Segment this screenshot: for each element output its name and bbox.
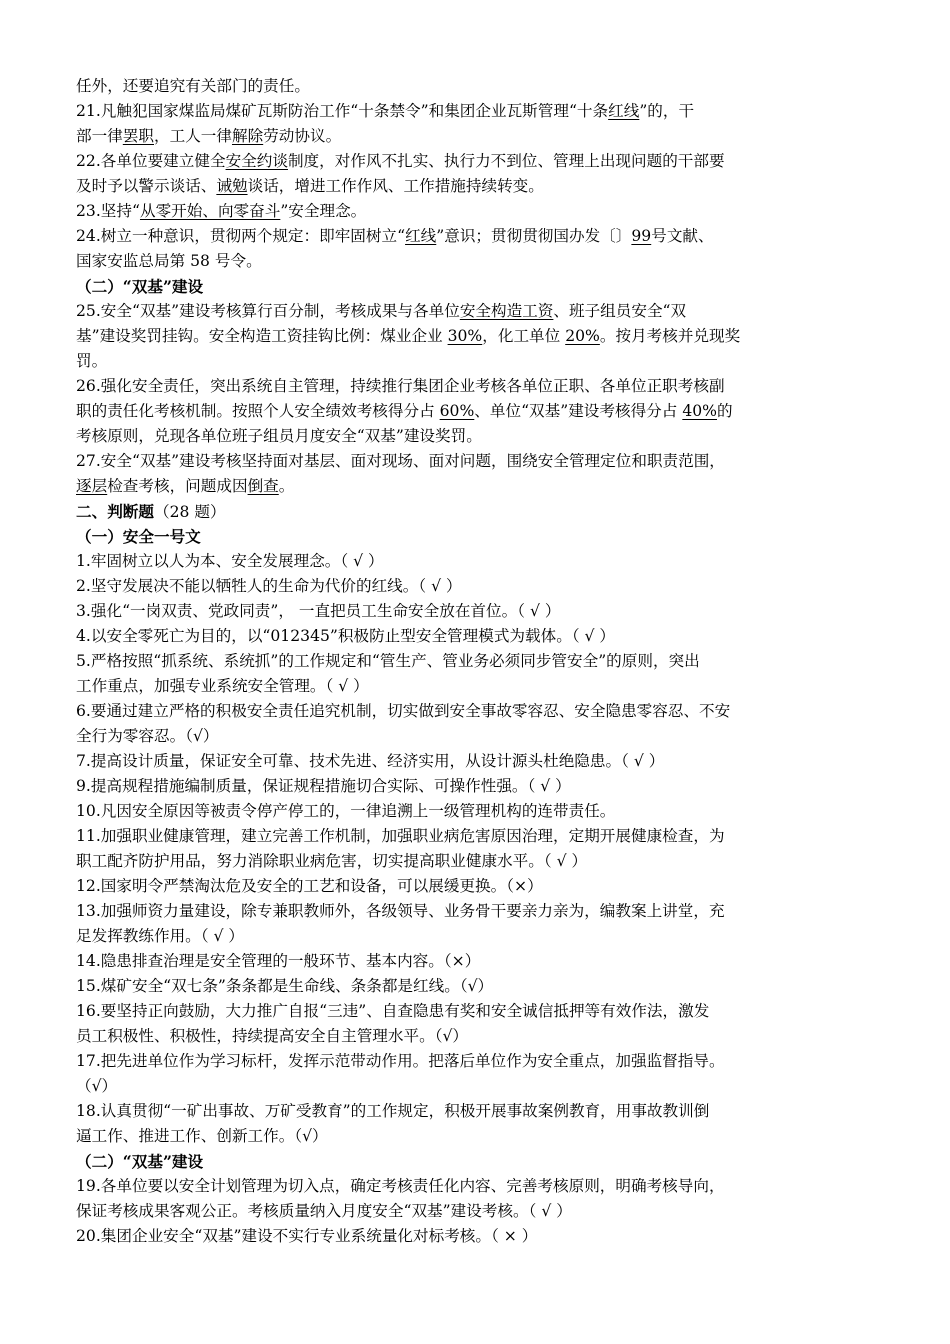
text-segment: 、班子组员安全“双 [553, 302, 687, 320]
text-segment: 10.凡因安全原因等被责令停产停工的，一律追溯上一级管理机构的连带责任。 [76, 802, 616, 820]
text-segment: 3.强化“一岗双责、党政同责”， 一直把员工生命安全放在首位。（ √ ） [76, 602, 561, 620]
text-line [76, 74, 884, 99]
text-segment: 12.国家明令严禁淘汰危及安全的工艺和设备，可以展缓更换。（×） [76, 877, 543, 895]
text-segment: 23.坚持“ [76, 202, 140, 220]
underlined-answer: 20% [565, 327, 600, 345]
text-segment: 劳动协议。 [263, 127, 342, 145]
text-segment: 工作重点，加强专业系统安全管理。（ √ ） [76, 677, 369, 695]
underlined-answer: 解除 [231, 127, 264, 145]
text-line [76, 99, 884, 124]
text-line [76, 1174, 884, 1199]
text-line [76, 1124, 884, 1149]
text-segment: （二）“双基”建设 [76, 1152, 204, 1171]
text-line [76, 474, 884, 499]
text-segment: 2.坚守发展决不能以牺牲人的生命为代价的红线。（ √ ） [76, 577, 462, 595]
text-line [76, 599, 884, 624]
text-segment: 的 [717, 402, 733, 420]
underlined-answer: 倒查 [247, 477, 279, 495]
text-segment: 6.要通过建立严格的积极安全责任追究机制，切实做到安全事故零容忍、安全隐患零容忍、不安 [76, 702, 731, 720]
text-line [76, 1199, 884, 1224]
text-segment: 9.提高规程措施编制质量，保证规程措施切合实际、可操作性强。（ √ ） [76, 777, 571, 795]
text-segment: 制度，对作风不扎实、执行力不到位、管理上出现问题的干部要 [287, 152, 725, 170]
text-segment: 11.加强职业健康管理，建立完善工作机制，加强职业病危害原因治理，定期开展健康检查，为 [76, 827, 725, 845]
text-segment: 职工配齐防护用品，努力消除职业病危害，切实提高职业健康水平。（ √ ） [76, 852, 588, 870]
text-segment: 22.各单位要建立健全 [76, 152, 226, 170]
text-line [76, 1074, 884, 1099]
text-line [76, 1099, 884, 1124]
text-line [76, 699, 884, 724]
text-segment: 。 [278, 477, 295, 495]
text-segment: ，工人一律 [154, 127, 232, 145]
text-line [76, 1024, 884, 1049]
text-segment: 7.提高设计质量，保证安全可靠、技术先进、经济实用，从设计源头杜绝隐患。（ √ ） [76, 752, 665, 770]
text-line [76, 124, 884, 149]
underlined-answer: 罢职 [122, 127, 154, 145]
text-segment: 足发挥教练作用。（ √ ） [76, 927, 244, 945]
section-heading [76, 524, 884, 549]
text-segment: 保证考核成果客观公正。考核质量纳入月度安全“双基”建设考核。（ √ ） [76, 1202, 572, 1220]
text-segment: ，化工单位 [482, 327, 566, 345]
text-line [76, 724, 884, 749]
section-heading [76, 1149, 884, 1174]
text-line [76, 624, 884, 649]
text-segment: 全行为零容忍。（√） [76, 727, 219, 745]
text-segment: ”的，干 [639, 102, 695, 120]
text-segment: （二）“双基”建设 [76, 277, 204, 296]
text-line [76, 849, 884, 874]
text-segment: 罚。 [76, 352, 108, 370]
underlined-answer: 红线 [405, 227, 437, 245]
text-line [76, 1049, 884, 1074]
text-line [76, 399, 884, 424]
text-line [76, 349, 884, 374]
text-line [76, 424, 884, 449]
text-segment: 26.强化安全责任，突出系统自主管理，持续推行集团企业考核各单位正职、各单位正职考核副 [76, 377, 725, 395]
underlined-answer: 60% [439, 402, 475, 420]
text-segment: 1.牢固树立以人为本、安全发展理念。（ √ ） [76, 552, 384, 570]
text-line [76, 824, 884, 849]
text-segment: 18.认真贯彻“一矿出事故、万矿受教育”的工作规定，积极开展事故案例教育，用事故教训倒 [76, 1102, 710, 1120]
section-heading [76, 274, 884, 299]
text-segment: （√） [76, 1077, 118, 1095]
text-segment: 考核原则，兑现各单位班子组员月度安全“双基”建设奖罚。 [76, 427, 482, 445]
text-segment: 4.以安全零死亡为目的，以“012345”积极防止型安全管理模式为载体。（ √ ） [76, 627, 616, 645]
text-segment: 职的责任化考核机制。按照个人安全绩效考核得分占 [76, 402, 440, 420]
text-line [76, 999, 884, 1024]
text-segment: 国家安监总局第 58 号令。 [76, 252, 262, 270]
text-segment: 21.凡触犯国家煤监局煤矿瓦斯防治工作“十条禁令”和集团企业瓦斯管理“十条 [76, 102, 609, 120]
text-line [76, 649, 884, 674]
text-line [76, 674, 884, 699]
text-segment: （28 题） [153, 503, 226, 521]
underlined-answer: 红线 [608, 102, 640, 120]
underlined-answer: 逐层 [76, 477, 108, 495]
text-segment: 任外，还要追究有关部门的责任。 [76, 77, 310, 95]
underlined-answer: 诫勉 [216, 177, 248, 195]
text-line [76, 799, 884, 824]
text-line [76, 949, 884, 974]
text-segment: 15.煤矿安全“双七条”条条都是生命线、条条都是红线。（√） [76, 977, 494, 995]
text-line [76, 574, 884, 599]
text-line [76, 499, 884, 524]
text-segment: ”意识；贯彻贯彻国办发〔〕 [436, 227, 632, 245]
text-segment: ”安全理念。 [280, 202, 367, 220]
underlined-answer: 30% [447, 327, 483, 345]
text-segment: 部一律 [76, 127, 123, 145]
text-segment: 14.隐患排查治理是安全管理的一般环节、基本内容。（×） [76, 952, 481, 970]
underlined-answer: 40% [682, 402, 717, 420]
text-segment: 24.树立一种意识，贯彻两个规定：即牢固树立“ [76, 227, 406, 245]
text-line [76, 299, 884, 324]
text-line [76, 324, 884, 349]
text-line [76, 874, 884, 899]
text-segment: 、单位“双基”建设考核得分占 [474, 402, 683, 420]
text-segment: 。按月考核并兑现奖 [599, 327, 741, 345]
text-segment: 20.集团企业安全“双基”建设不实行专业系统量化对标考核。（ × ） [76, 1227, 538, 1245]
text-segment: 逼工作、推进工作、创新工作。（√） [76, 1127, 328, 1145]
text-segment: 员工积极性、积极性，持续提高安全自主管理水平。（√） [76, 1027, 468, 1045]
text-segment: 5.严格按照“抓系统、系统抓”的工作规定和“管生产、管业务必须同步管安全”的原则，突出 [76, 652, 700, 670]
text-segment: 二、判断题 [76, 502, 154, 521]
text-line [76, 374, 884, 399]
text-segment: 19.各单位要以安全计划管理为切入点，确定考核责任化内容、完善考核原则，明确考核导向， [76, 1177, 725, 1195]
text-segment: 谈话，增进工作作风、工作措施持续转变。 [247, 177, 544, 195]
text-line [76, 449, 884, 474]
text-line [76, 174, 884, 199]
text-segment: 检查考核，问题成因 [107, 477, 248, 495]
text-line [76, 1224, 884, 1249]
underlined-answer: 从零开始、向零奋斗 [139, 202, 281, 220]
text-line [76, 924, 884, 949]
text-line [76, 899, 884, 924]
text-segment: 及时予以警示谈话、 [76, 177, 217, 195]
text-segment: （一）安全一号文 [76, 527, 201, 546]
text-line [76, 199, 884, 224]
text-line [76, 974, 884, 999]
text-line [76, 249, 884, 274]
document-body [76, 74, 884, 1249]
text-segment: 13.加强师资力量建设，除专兼职教师外，各级领导、业务骨干要亲力亲为，编教案上讲堂，充 [76, 902, 725, 920]
text-segment: 17.把先进单位作为学习标杆，发挥示范带动作用。把落后单位作为安全重点，加强监督指导。 [76, 1052, 725, 1070]
underlined-answer: 安全约谈 [225, 152, 288, 170]
text-segment: 基”建设奖罚挂钩。安全构造工资挂钩比例：煤业企业 [76, 327, 448, 345]
text-segment: 16.要坚持正向鼓励，大力推广自报“三违”、自查隐患有奖和安全诚信抵押等有效作法，激发 [76, 1002, 710, 1020]
underlined-answer: 安全构造工资 [459, 302, 554, 320]
text-line [76, 224, 884, 249]
text-segment: 25.安全“双基”建设考核算行百分制，考核成果与各单位 [76, 302, 460, 320]
underlined-answer: 99 [631, 227, 652, 245]
text-line [76, 749, 884, 774]
text-line [76, 774, 884, 799]
text-line [76, 149, 884, 174]
text-line [76, 549, 884, 574]
text-segment: 号文献、 [651, 227, 714, 245]
text-segment: 27.安全“双基”建设考核坚持面对基层、面对现场、面对问题，围绕安全管理定位和职责范围， [76, 452, 725, 470]
